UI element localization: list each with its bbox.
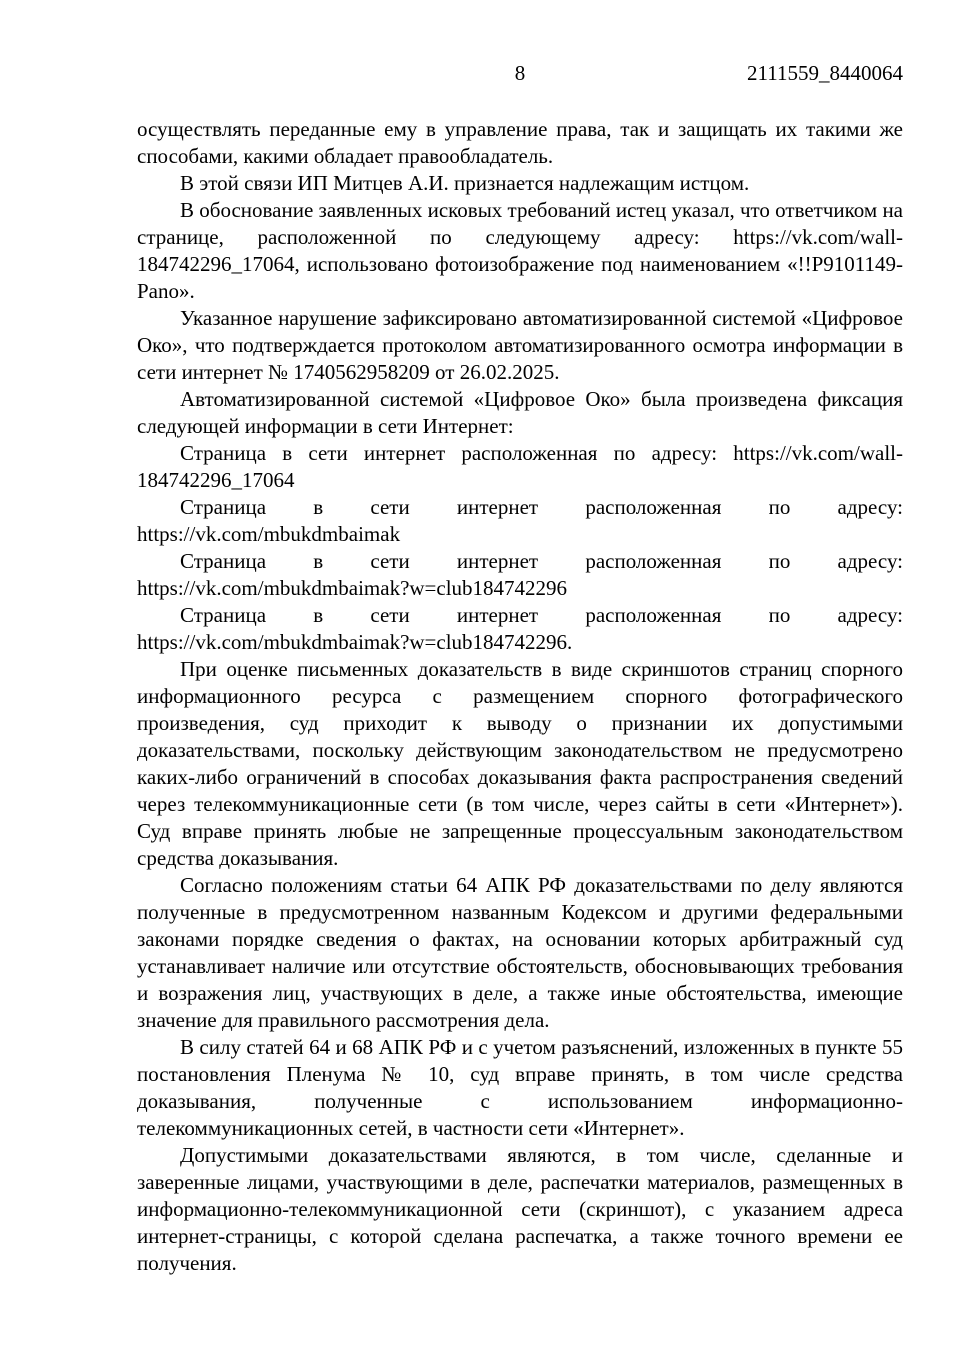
paragraph: Автоматизированной системой «Цифровое Око» была произведена фиксация следующей информации в сети Интернет: — [137, 387, 903, 438]
page-content — [137, 60, 903, 1277]
page-number: 8 — [514, 61, 526, 85]
paragraph: Указанное нарушение зафиксировано автоматизированной системой «Цифровое Око», что подтверждается протоколом автоматизированного осмотра информации в сети интернет № 1740562958209 от 26.02.2025. — [137, 306, 903, 384]
paragraph: осуществлять переданные ему в управление права, так и защищать их такими же способами, какими обладает правообладатель. — [137, 117, 903, 168]
document-id: 2111559_8440064 — [747, 61, 903, 85]
paragraph: Страница в сети интернет расположенная по адресу: https://vk.com/wall-184742296_17064 — [137, 441, 903, 492]
paragraph: Допустимыми доказательствами являются, в том числе, сделанные и заверенные лицами, участвующими в деле, распечатки материалов, размещенных в информационно-телекоммуникационной сети (скриншот), с указанием адреса интернет-страницы, с которой сделана распечатка, а также точного времени ее получения. — [137, 1143, 903, 1275]
paragraph: Страница в сети интернет расположенная по адресу: https://vk.com/mbukdmbaimak?w=club184742296 — [137, 549, 903, 600]
document-body — [137, 116, 903, 1277]
paragraph: Страница в сети интернет расположенная по адресу: https://vk.com/mbukdmbaimak?w=club184742296. — [137, 603, 903, 654]
paragraph: При оценке письменных доказательств в виде скриншотов страниц спорного информационного ресурса с размещением спорного фотографического произведения, суд приходит к выводу о признании их допустимыми доказательствами, поскольку действующим законодательством не предусмотрено каких-либо ограничений в способах доказывания факта распространения сведений через телекоммуникационные сети (в том числе, через сайты в сети «Интернет»). Суд вправе принять любые не запрещенные процессуальным законодательством средства доказывания. — [137, 657, 903, 870]
paragraph: В обоснование заявленных исковых требований истец указал, что ответчиком на странице, расположенной по следующему адресу: https://vk.com/wall-184742296_17064, использовано фотоизображение под наименованием «!!P9101149-Pano». — [137, 198, 903, 303]
paragraph: В этой связи ИП Митцев А.И. признается надлежащим истцом. — [180, 171, 750, 195]
paragraph: Согласно положениям статьи 64 АПК РФ доказательствами по делу являются полученные в предусмотренном названным Кодексом и другими федеральными законами порядке сведения о фактах, на основании которых арбитражный суд устанавливает наличие или отсутствие обстоятельств, обосновывающих требования и возражения лиц, участвующих в деле, а также иные обстоятельства, имеющие значение для правильного рассмотрения дела. — [137, 873, 903, 1032]
page-header — [137, 60, 903, 87]
paragraph: В силу статей 64 и 68 АПК РФ и с учетом разъяснений, изложенных в пункте 55 постановления Пленума № 10, суд вправе принять, в том числе средства доказывания, полученные с использованием информационно-телекоммуникационных сетей, в частности сети «Интернет». — [137, 1035, 903, 1140]
paragraph: Страница в сети интернет расположенная по адресу: https://vk.com/mbukdmbaimak — [137, 495, 903, 546]
